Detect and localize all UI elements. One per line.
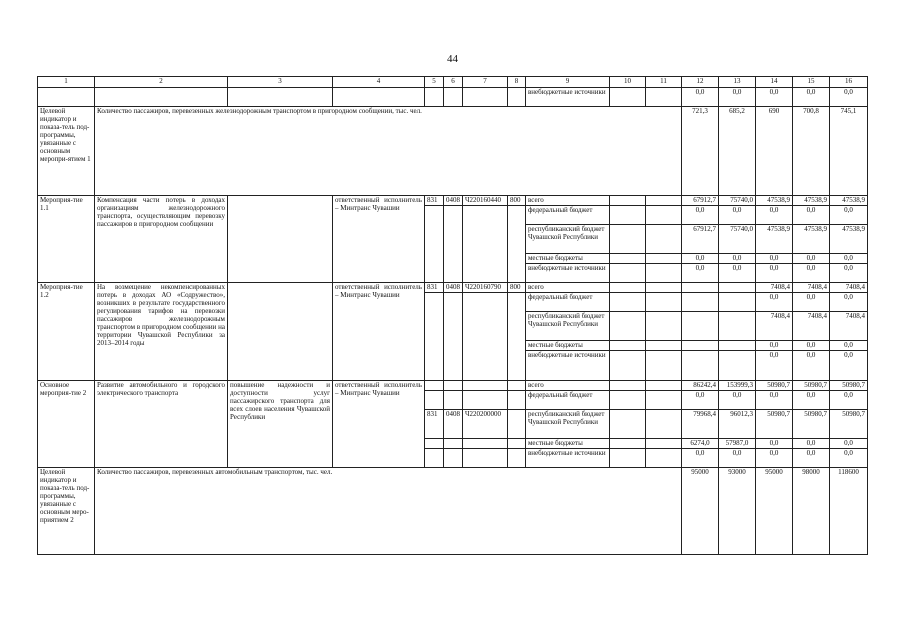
funding-source: всего [526, 196, 610, 206]
funding-source: всего [526, 381, 610, 391]
value-cell: 0,0 [682, 88, 719, 107]
value-cell: 98000 [793, 468, 830, 555]
measure-description: На возмещение некомпенсированных потерь в доходах АО «Содружество», возникших в результате государственного регулирования тарифов на перевозки пассажиров железнодорожным транспортом в пригородном сообщении на территории Чувашской Республики за 2013–2014 годы [95, 283, 228, 381]
value-cell: 0,0 [830, 449, 868, 468]
col-number: 9 [526, 77, 610, 88]
value-cell: 50980,7 [793, 381, 830, 391]
value-cell: 0,0 [756, 254, 793, 264]
column-number-row [38, 77, 868, 88]
value-cell: 50980,7 [756, 410, 793, 439]
value-cell [682, 341, 719, 351]
value-cell: 47538,9 [793, 196, 830, 206]
measure-description: Компенсация части потерь в доходах организациям железнодорожного транспорта, осуществляющим перевозку пассажиров в пригородном сообщении [95, 196, 228, 283]
table-row [38, 283, 868, 293]
funding-source: внебюджетные источники [526, 88, 610, 107]
value-cell: 685,2 [719, 107, 756, 196]
funding-source: федеральный бюджет [526, 391, 610, 410]
value-cell: 0,0 [830, 264, 868, 283]
value-cell: 7408,4 [793, 283, 830, 293]
measure-description: Развитие автомобильного и городского электрического транспорта [95, 381, 228, 468]
funding-source: внебюджетные источники [526, 264, 610, 283]
value-cell: 50980,7 [830, 381, 868, 391]
value-cell: 0,0 [719, 254, 756, 264]
value-cell: 0,0 [682, 449, 719, 468]
value-cell: 0,0 [719, 391, 756, 410]
value-cell: 75740,0 [719, 225, 756, 254]
value-cell: 0,0 [719, 449, 756, 468]
value-cell: 0,0 [793, 88, 830, 107]
indicator-text: Количество пассажиров, перевезенных автомобильным транспортом, тыс. чел. [95, 468, 682, 555]
value-cell: 0,0 [756, 88, 793, 107]
value-cell: 57987,0 [719, 439, 756, 449]
section-code: 0408 [444, 196, 463, 206]
col-number: 10 [610, 77, 646, 88]
value-cell: 0,0 [830, 391, 868, 410]
value-cell: 47538,9 [830, 196, 868, 206]
col-number: 2 [95, 77, 228, 88]
value-cell: 0,0 [719, 88, 756, 107]
funding-source: федеральный бюджет [526, 293, 610, 312]
value-cell: 0,0 [830, 206, 868, 225]
target-article-code: Ч220160790 [463, 283, 508, 293]
col-number: 5 [425, 77, 444, 88]
target-article-code: Ч220200000 [463, 410, 508, 439]
value-cell [682, 351, 719, 381]
col-number: 15 [793, 77, 830, 88]
value-cell: 153999,3 [719, 381, 756, 391]
section-code: 0408 [444, 410, 463, 439]
value-cell: 0,0 [682, 254, 719, 264]
value-cell: 0,0 [719, 264, 756, 283]
measure-name: Мероприя-тие 1.2 [38, 283, 95, 381]
value-cell: 0,0 [756, 293, 793, 312]
value-cell [719, 283, 756, 293]
value-cell: 0,0 [793, 449, 830, 468]
value-cell: 0,0 [682, 391, 719, 410]
value-cell: 50980,7 [793, 410, 830, 439]
col-number: 14 [756, 77, 793, 88]
value-cell: 0,0 [830, 88, 868, 107]
value-cell: 700,8 [793, 107, 830, 196]
value-cell: 0,0 [682, 206, 719, 225]
funding-source: республиканский бюджет Чувашской Республики [526, 225, 610, 254]
measure-executor: ответственный исполнитель – Минтранс Чувашии [333, 283, 425, 381]
value-cell [719, 312, 756, 341]
indicator-text: Количество пассажиров, перевезенных железнодорожным транспортом в пригородном сообщении, тыс. чел. [95, 107, 682, 196]
value-cell: 7408,4 [830, 312, 868, 341]
value-cell: 47538,9 [756, 225, 793, 254]
col-number: 12 [682, 77, 719, 88]
grbs-code: 831 [425, 196, 444, 206]
value-cell: 0,0 [793, 341, 830, 351]
value-cell: 47538,9 [830, 225, 868, 254]
expense-type-code [508, 410, 526, 439]
value-cell: 7408,4 [756, 283, 793, 293]
measure-executor: ответственный исполнитель – Минтранс Чувашии [333, 381, 425, 468]
funding-source: всего [526, 283, 610, 293]
table-row [38, 88, 868, 107]
value-cell: 7408,4 [793, 312, 830, 341]
value-cell: 47538,9 [756, 196, 793, 206]
funding-source: местные бюджеты [526, 439, 610, 449]
measure-executor: ответственный исполнитель – Минтранс Чувашии [333, 196, 425, 283]
funding-source: внебюджетные источники [526, 449, 610, 468]
col-number: 11 [646, 77, 682, 88]
funding-source: местные бюджеты [526, 254, 610, 264]
value-cell: 0,0 [830, 341, 868, 351]
value-cell: 86242,4 [682, 381, 719, 391]
value-cell: 0,0 [793, 439, 830, 449]
target-article-code: Ч220160440 [463, 196, 508, 206]
value-cell: 0,0 [793, 206, 830, 225]
col-number: 6 [444, 77, 463, 88]
value-cell: 95000 [682, 468, 719, 555]
expense-type-code: 800 [508, 283, 526, 293]
value-cell: 0,0 [682, 264, 719, 283]
col-number: 7 [463, 77, 508, 88]
measure-name: Мероприя-тие 1.1 [38, 196, 95, 283]
value-cell: 721,3 [682, 107, 719, 196]
value-cell: 6274,0 [682, 439, 719, 449]
program-funding-table [37, 76, 868, 555]
value-cell: 745,1 [830, 107, 868, 196]
value-cell: 7408,4 [830, 283, 868, 293]
value-cell: 0,0 [830, 254, 868, 264]
value-cell: 7408,4 [756, 312, 793, 341]
value-cell: 67912,7 [682, 225, 719, 254]
value-cell: 0,0 [756, 391, 793, 410]
table-row [38, 196, 868, 206]
value-cell: 0,0 [756, 264, 793, 283]
value-cell: 95000 [756, 468, 793, 555]
grbs-code: 831 [425, 283, 444, 293]
value-cell [719, 351, 756, 381]
col-number: 13 [719, 77, 756, 88]
value-cell: 0,0 [756, 449, 793, 468]
value-cell: 96012,3 [719, 410, 756, 439]
value-cell: 0,0 [756, 439, 793, 449]
funding-source: местные бюджеты [526, 341, 610, 351]
expense-type-code: 800 [508, 196, 526, 206]
col-number: 16 [830, 77, 868, 88]
value-cell: 0,0 [793, 351, 830, 381]
value-cell [719, 293, 756, 312]
indicator-row [38, 468, 868, 555]
funding-source: внебюджетные источники [526, 351, 610, 381]
value-cell: 50980,7 [756, 381, 793, 391]
value-cell [682, 293, 719, 312]
value-cell: 0,0 [830, 351, 868, 381]
measure-goal: повышение надежности и доступности услуг пассажирского транспорта для всех слоев населения Чувашской Республики [228, 381, 333, 468]
funding-source: республиканский бюджет Чувашской Республики [526, 410, 610, 439]
table-row [38, 381, 868, 391]
value-cell: 0,0 [756, 206, 793, 225]
value-cell: 0,0 [793, 254, 830, 264]
value-cell: 0,0 [756, 351, 793, 381]
indicator-name: Целевой индикатор и показа-тель под-программы, увязанные с основным меро-приятием 2 [38, 468, 95, 555]
funding-source: федеральный бюджет [526, 206, 610, 225]
value-cell: 0,0 [719, 206, 756, 225]
value-cell [682, 312, 719, 341]
value-cell: 690 [756, 107, 793, 196]
value-cell: 0,0 [793, 391, 830, 410]
value-cell [719, 341, 756, 351]
funding-source: республиканский бюджет Чувашской Республики [526, 312, 610, 341]
value-cell: 93000 [719, 468, 756, 555]
value-cell: 118600 [830, 468, 868, 555]
section-code: 0408 [444, 283, 463, 293]
indicator-name: Целевой индикатор и показа-тель под-программы, увязанные с основным меропри-ятием 1 [38, 107, 95, 196]
value-cell: 67912,7 [682, 196, 719, 206]
col-number: 8 [508, 77, 526, 88]
value-cell: 0,0 [830, 293, 868, 312]
page-number: 44 [447, 53, 458, 65]
value-cell: 50980,7 [830, 410, 868, 439]
measure-name: Основное мероприя-тие 2 [38, 381, 95, 468]
value-cell: 0,0 [756, 341, 793, 351]
col-number: 4 [333, 77, 425, 88]
value-cell [682, 283, 719, 293]
value-cell: 0,0 [793, 293, 830, 312]
col-number: 1 [38, 77, 95, 88]
indicator-row [38, 107, 868, 196]
value-cell: 47538,9 [793, 225, 830, 254]
col-number: 3 [228, 77, 333, 88]
value-cell: 75740,0 [719, 196, 756, 206]
value-cell: 79968,4 [682, 410, 719, 439]
grbs-code: 831 [425, 410, 444, 439]
value-cell: 0,0 [793, 264, 830, 283]
value-cell: 0,0 [830, 439, 868, 449]
